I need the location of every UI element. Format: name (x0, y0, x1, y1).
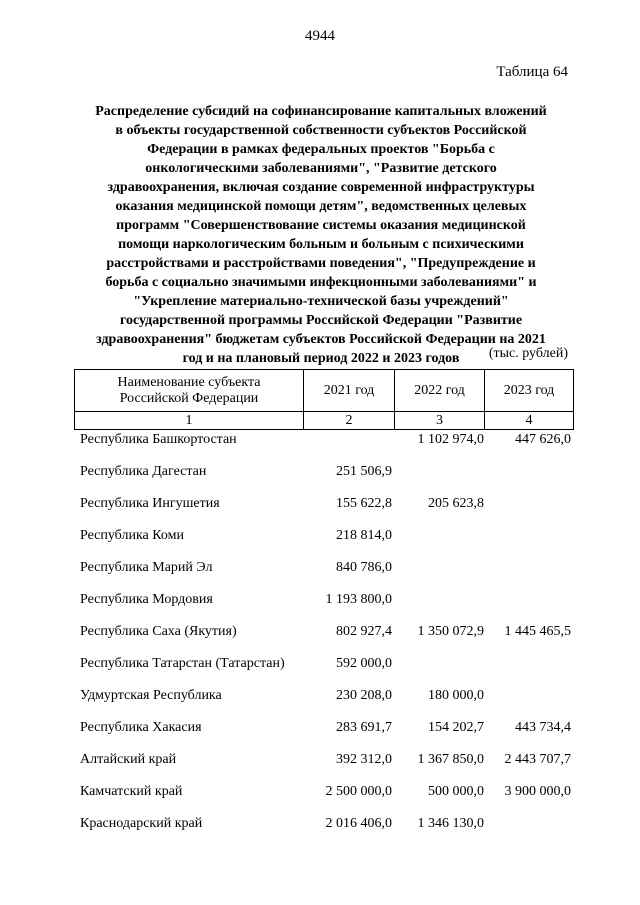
value-2021: 2 016 406,0 (325, 816, 392, 831)
value-2023: 3 900 000,0 (504, 784, 571, 799)
title-line: помощи наркологическим больным и больным с психическими (118, 237, 524, 252)
value-2023: 443 734,4 (515, 720, 571, 735)
title-line: оказания медицинской помощи детям", ведомственных целевых (115, 199, 527, 214)
value-2021: 1 193 800,0 (325, 592, 392, 607)
value-2021: 251 506,9 (336, 464, 392, 479)
header-name-cell (75, 370, 304, 412)
units-label: (тыс. рублей) (488, 346, 568, 361)
value-2022: 1 350 072,9 (417, 624, 484, 639)
region-name: Республика Хакасия (80, 720, 202, 735)
column-number: 3 (395, 412, 485, 430)
value-2021: 2 500 000,0 (325, 784, 392, 799)
table-row (74, 624, 573, 656)
value-2022: 180 000,0 (428, 688, 484, 703)
value-2021: 840 786,0 (336, 560, 392, 575)
region-name: Республика Мордовия (80, 592, 213, 607)
table-row (74, 528, 573, 560)
header-2023: 2023 год (485, 370, 574, 412)
region-name: Республика Саха (Якутия) (80, 624, 237, 639)
title-line: борьба с социально значимыми инфекционными заболеваниями" и (105, 275, 537, 290)
title-line: Распределение субсидий на софинансирование капитальных вложений (95, 104, 547, 119)
region-name: Республика Татарстан (Татарстан) (80, 656, 285, 671)
value-2021: 283 691,7 (336, 720, 392, 735)
table-row (74, 720, 573, 752)
column-number: 4 (485, 412, 574, 430)
region-name: Республика Марий Эл (80, 560, 213, 575)
column-number: 1 (75, 412, 304, 430)
page-number: 4944 (305, 28, 335, 44)
value-2021: 802 927,4 (336, 624, 392, 639)
column-number-row (75, 412, 574, 430)
region-name: Республика Дагестан (80, 464, 207, 479)
value-2021: 155 622,8 (336, 496, 392, 511)
value-2023: 1 445 465,5 (504, 624, 571, 639)
title-line: государственной программы Российской Федерации "Развитие (119, 313, 523, 328)
value-2021: 218 814,0 (336, 528, 392, 543)
value-2022: 205 623,8 (428, 496, 484, 511)
table-row (74, 688, 573, 720)
region-name: Удмуртская Республика (80, 688, 222, 703)
table-row (74, 816, 573, 848)
value-2022: 1 346 130,0 (417, 816, 484, 831)
header-2021: 2021 год (304, 370, 395, 412)
region-name: Республика Башкортостан (80, 432, 237, 447)
table-row (74, 432, 573, 464)
table-header (74, 369, 574, 430)
region-name: Краснодарский край (80, 816, 203, 831)
title-line: здравоохранения" бюджетам субъектов Российской Федерации на 2021 (96, 332, 546, 347)
value-2021: 392 312,0 (336, 752, 392, 767)
value-2023: 447 626,0 (515, 432, 571, 447)
table-row (74, 496, 573, 528)
table-row (74, 560, 573, 592)
region-name: Алтайский край (80, 752, 177, 767)
value-2023: 2 443 707,7 (504, 752, 571, 767)
region-name: Республика Ингушетия (80, 496, 220, 511)
value-2022: 1 102 974,0 (417, 432, 484, 447)
value-2022: 1 367 850,0 (417, 752, 484, 767)
title-line: здравоохранения, включая создание современной инфраструктуры (107, 180, 535, 195)
document-title (74, 102, 568, 368)
title-line: программ "Совершенствование системы оказания медицинской (116, 218, 526, 233)
value-2022: 500 000,0 (428, 784, 484, 799)
table-row (74, 464, 573, 496)
header-name-line2: Российской Федерации (119, 390, 259, 406)
title-line: "Укрепление материально-технической базы учреждений" (133, 294, 509, 309)
table-row (74, 592, 573, 624)
region-name: Республика Коми (80, 528, 184, 543)
title-line: Федерации в рамках федеральных проектов "Борьба с (147, 142, 495, 157)
header-name-line1: Наименование субъекта (117, 374, 261, 390)
table-body (74, 432, 573, 848)
title-line: расстройствами и расстройствами поведения", "Предупреждение и (106, 256, 536, 271)
table-row (74, 752, 573, 784)
table-row (74, 656, 573, 688)
title-line: в объекты государственной собственности субъектов Российской (115, 123, 527, 138)
value-2021: 592 000,0 (336, 656, 392, 671)
table-label: Таблица 64 (496, 64, 568, 80)
region-name: Камчатский край (80, 784, 183, 799)
header-2022: 2022 год (395, 370, 485, 412)
value-2021: 230 208,0 (336, 688, 392, 703)
header-row (75, 370, 574, 412)
value-2022: 154 202,7 (428, 720, 484, 735)
table-row (74, 784, 573, 816)
column-number: 2 (304, 412, 395, 430)
title-line: год и на плановый период 2022 и 2023 годов (182, 351, 460, 366)
title-line: онкологическими заболеваниями", "Развитие детского (145, 161, 497, 176)
